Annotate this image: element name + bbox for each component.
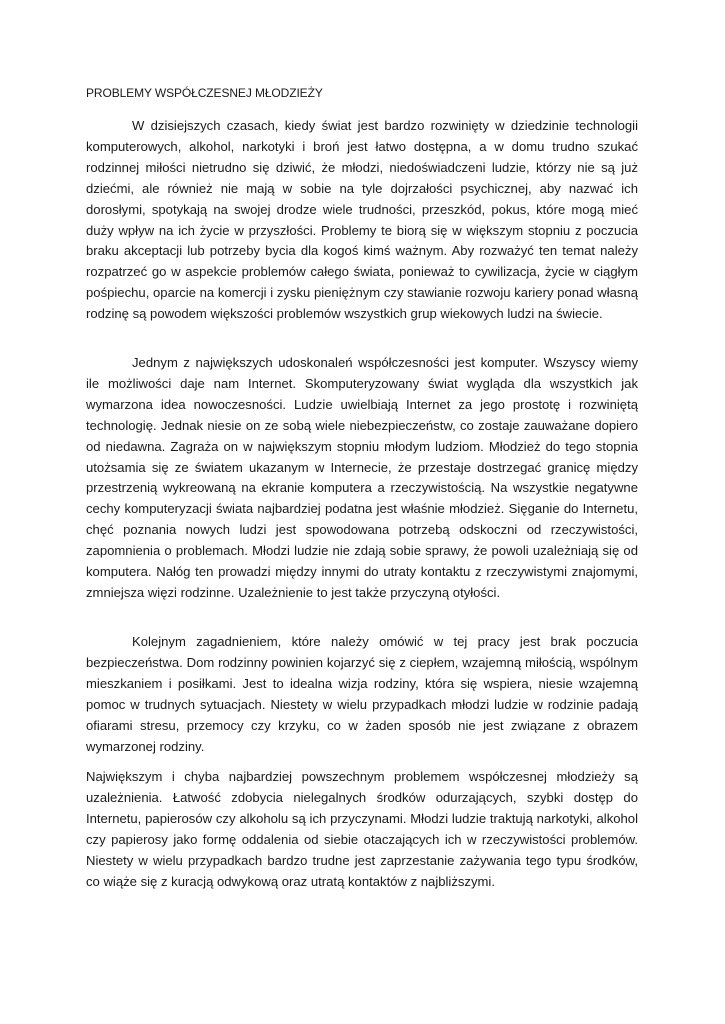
paragraph-addictions: Największym i chyba najbardziej powszechnym problemem współczesnej młodzieży są uzależnienia. Łatwość zdobycia nielegalnych środków odurzających, szybki dostęp do Internetu, papierosów czy alkoholu są ich przyczynami. Młodzi ludzie traktują narkotyki, alkohol czy papierosy jako formę oddalenia od siebie otaczających ich w rzeczywistości problemów. Niestety w wielu przypadkach bardzo trudne jest zaprzestanie zażywania tego typu środków, co wiąże się z kuracją odwykową oraz utratą kontaktów z najbliższymi. (86, 769, 638, 889)
document-title: PROBLEMY WSPÓŁCZESNEJ MŁODZIEŻY (86, 86, 323, 100)
paragraph-computer: Jednym z największych udoskonaleń współczesności jest komputer. Wszyscy wiemy ile możliwości daje nam Internet. Skomputeryzowany świat wygląda dla wszystkich jak wymarzona idea nowoczesności. Ludzie uwielbiają Internet za jego prostotę i rozwiniętą technologię. Jednak niesie on ze sobą wiele niebezpieczeństw, co zostaje zauważane dopiero od niedawna. Zagraża on w największym stopniu młodym ludziom. Młodzież do tego stopnia utożsamia się ze światem ukazanym w Internecie, że przestaje dostrzegać granicę między przestrzenią wykreowaną na ekranie komputera a rzeczywistością. Na wszystkie negatywne cechy komputeryzacji świata najbardziej podatna jest właśnie młodzież. Sięganie do Internetu, chęć poznania nowych ludzi jest spowodowana potrzebą odskoczni od rzeczywistości, zapomnienia o problemach. Młodzi ludzie nie zdają sobie sprawy, że powoli uzależniają się od komputera. Nałóg ten prowadzi między innymi do utraty kontaktu z rzeczywistymi znajomymi, zmniejsza więzi rodzinne. Uzależnienie to jest także przyczyną otyłości. (86, 355, 638, 600)
paragraph-intro: W dzisiejszych czasach, kiedy świat jest bardzo rozwinięty w dziedzinie technologii komputerowych, alkohol, narkotyki i broń jest łatwo dostępna, a w domu trudno szukać rodzinnej miłości nietrudno się dziwić, że młodzi, niedoświadczeni ludzie, którzy nie są już dziećmi, ale również nie mają w sobie na tyle dojrzałości psychicznej, aby nazwać ich dorosłymi, spotykają na swojej drodze wiele trudności, przeszkód, pokus, które mogą mieć duży wpływ na ich życie w przyszłości. Problemy te biorą się w większym stopniu z poczucia braku akceptacji lub potrzeby bycia dla kogoś kimś ważnym. Aby rozważyć ten temat należy rozpatrzeć go w aspekcie problemów całego świata, ponieważ to cywilizacja, życie w ciągłym pośpiechu, oparcie na komercji i zysku pieniężnym czy stawianie rozwoju kariery ponad własną rodzinę są powodem większości problemów wszystkich grup wiekowych ludzi na świecie. (86, 118, 638, 322)
paragraph-safety: Kolejnym zagadnieniem, które należy omówić w tej pracy jest brak poczucia bezpieczeństwa. Dom rodzinny powinien kojarzyć się z ciepłem, wzajemną miłością, wspólnym mieszkaniem i posiłkami. Jest to idealna wizja rodziny, która się wspiera, niesie wzajemną pomoc w trudnych sytuacjach. Niestety w wielu przypadkach młodzi ludzie w rodzinie padają ofiarami stresu, przemocy czy krzyku, co w żaden sposób nie jest związane z obrazem wymarzonej rodziny. (86, 634, 638, 754)
